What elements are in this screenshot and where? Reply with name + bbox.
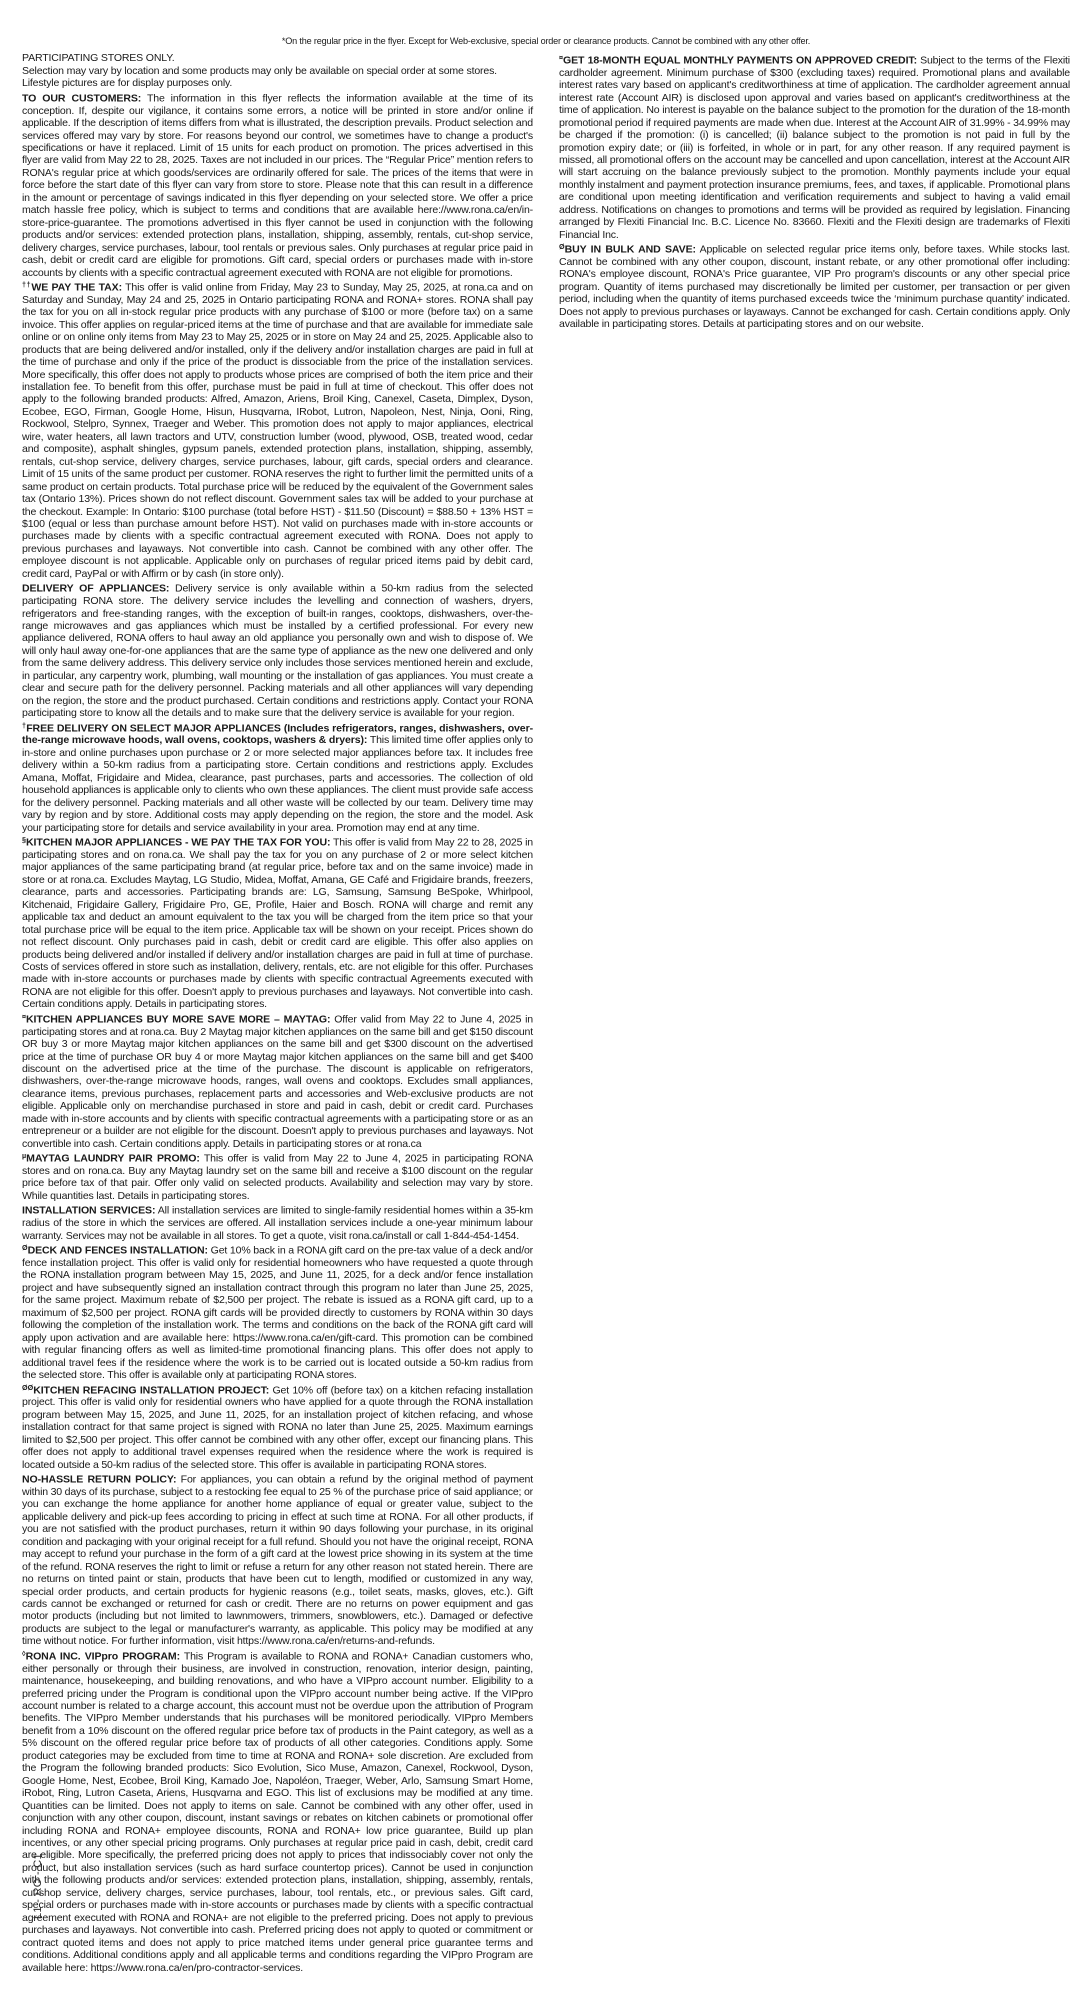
section-kitchen-refacing xyxy=(22,1382,533,1472)
section-heading: INSTALLATION SERVICES: xyxy=(22,1204,156,1217)
section-heading: TO OUR CUSTOMERS: xyxy=(22,92,142,105)
section-body: Subject to the terms of the Flexiti cardholder agreement. Minimum purchase of $300 (excluding taxes) required. Promotional plans and available interest rates vary based on applicant's creditworthiness at time of application. The cardholder agreement annual interest rate (Account AIR) is disclosed upon approval and varies based on applicant's creditworthiness at the time of application. No interest is payable on the balance subject to the promotion for the duration of the 18-month promotional period if required payments are made when due. Interest at the Account AIR of 31.99% - 34.99% may be charged if the promotion: (i) is cancelled; (ii) balance subject to the promotion is not paid in full by the promotion expiry date; or (iii) is forfeited, in whole or in part, for any other reason. If any required payment is missed, all promotional offers on the account may be cancelled and upon cancellation, interest at the Account AIR will start accruing on the balance previously subject to the promotion. Monthly payments include your equal monthly instalment and payment protection insurance premiums, fees, and taxes, if applicable. Promotional plans are conditional upon meeting identification and verification requirements and subject to having a valid email address. Notifications on changes to promotions and terms will be provided as required by legislation. Financing arranged by Flexiti Financial Inc. B.C. Licence No. 83660. Flexiti and the Flexiti design are trademarks of Flexiti Financial Inc. xyxy=(559,54,1070,241)
section-heading: FREE DELIVERY ON SELECT MAJOR APPLIANCES (Includes refrigerators, ranges, dishwashers, over-the-range microwave hoods, wall ovens, cooktops, washers & dryers): xyxy=(22,722,533,747)
section-heading: MAYTAG LAUNDRY PAIR PROMO: xyxy=(26,1152,200,1165)
section-body: This offer is valid from May 22 to June 4, 2025 in participating RONA stores and on rona.ca. Buy any Maytag laundry set on the same bill and receive a $100 discount on the regular price before tax of that pair. Offer only valid on selected products. Availability and selection may vary by store. While quantities last. Details in participating stores. xyxy=(22,1152,533,1202)
production-code: L1 - RO - C1 xyxy=(32,1853,44,1919)
section-to-our-customers xyxy=(22,90,533,279)
section-body: Get 10% back in a RONA gift card on the pre-tax value of a deck and/or fence installation project. This offer is valid only for residential homeowners who have requested a quote through the RONA installation program between May 15, 2025, and June 11, 2025, for a deck and/or fence installation project and have subsequently signed an installation contract through this program no later than June 25, 2025, for the same project. Maximum rebate of $2,500 per project. The rebate is issued as a RONA gift card, up to a maximum of $2,500 per project. RONA gift cards will be provided directly to customers by RONA within 30 days following the completion of the installation work. The terms and conditions on the back of the RONA gift card will apply upon activation and are available here: https://www.rona.ca/en/gift-card. This promotion can be combined with regular financing offers as well as limited-time promotional financing plans. This offer does not apply to additional travel fees if the residence where the work is to be carried out is located outside a 50-km radius from the selected store. This offer is available only at participating RONA stores. xyxy=(22,1244,533,1382)
footnote-marker: Ø xyxy=(22,1243,28,1253)
section-free-delivery xyxy=(22,720,533,834)
section-body: This offer is valid online from Friday, May 23 to Sunday, May 25, 2025, at rona.ca and on Saturday and Sunday, May 24 and 25, 2025 in Ontario participating RONA and RONA+ stores. RONA shall pay the tax for you on all in-stock regular price products with any purchase of $100 or more (before tax) on a same invoice. This offer applies on regular-priced items at the time of purchase and that are available for immediate sale online or on online only items from May 23 to May 25, 2025 or in store on May 24 and 25, 2025. Applicable also to products that are being delivered and/or installed, only if the delivery and/or installation charges are paid in full at the time of purchase and only if the price of the product is dissociable from the price of the installation services. More specifically, this offer does not apply to products whose prices are comprised of both the item price and their installation fee. To benefit from this offer, purchase must be paid in full at time of checkout. This offer does not apply to the following branded products: Alfred, Amazon, Ariens, Broil King, Canexel, Caseta, Dimplex, Dyson, Ecobee, EGO, Firman, Google Home, Hisun, Husqvarna, IRobot, Lutron, Napoleon, Nest, Ninja, Ooni, Ring, Rockwool, Stelpro, Synnex, Traeger and Weber. This promotion does not apply to major appliances, electrical wire, water heaters, all lawn tractors and UTV, construction lumber (wood, plywood, OSB, treated wood, cedar and composite), asphalt shingles, gypsum panels, extended protection plans, installation, shipping, assembly, rentals, cut-shop service, delivery charges, service purchases, labour, gift cards, special orders and clearance. Limit of 15 units of the same product per customer. RONA reserves the right to further limit the permitted units of a same product on certain products. Total purchase price will be reduced by the equivalent of the Government sales tax (Ontario 13%). Prices shown do not reflect discount. Government sales tax will be added to your purchase at the checkout. Example: In Ontario: $100 purchase (total before HST) - $11.50 (Discount) = $88.50 + 13% HST = $100 (equal or less than purchase amount before HST). Not valid on purchases made with in-store accounts or purchases made by clients with a specific contractual agreement executed with RONA. Does not apply to previous purchases and layaways. Not convertible into cash. Cannot be combined with any other offer. The employee discount is not applicable. Applicable only on purchases of regular priced items paid by debit card, credit card, PayPal or with Affirm or by cash (in store only). xyxy=(22,281,533,580)
section-heading: KITCHEN REFACING INSTALLATION PROJECT: xyxy=(33,1383,270,1396)
section-body: All installation services are limited to single-family residential homes within a 35-km radius of the store in which the services are offered. All installation services include a one-year minimum labour warranty. Services may not be available in all stores. To get a quote, visit rona.ca/install or call 1-844-454-1454. xyxy=(22,1204,533,1242)
section-buy-in-bulk xyxy=(559,241,1070,331)
section-heading: KITCHEN MAJOR APPLIANCES - WE PAY THE TAX FOR YOU: xyxy=(26,836,331,849)
footnote-marker: Ø xyxy=(559,242,565,252)
section-body: Get 10% off (before tax) on a kitchen refacing installation project. This offer is valid only for residential owners who have applied for a quote through the RONA installation program between May 15, 2025, and June 11, 2025, for an installation project of kitchen refacing, and whose installation contract for that same project is signed with RONA no later than June 25, 2025. Maximum earnings limited to $2,500 per project. This offer cannot be combined with any other offer, except our financing plans. This offer does not apply to additional travel expenses required when the residence where the work is required is located outside a 50-km radius of the selected store. This offer is available in participating RONA stores. xyxy=(22,1383,533,1471)
footnote-marker: § xyxy=(22,835,26,845)
footnote-marker: ¤ xyxy=(559,53,563,62)
section-body: This offer is valid from May 22 to 28, 2025 in participating stores and on rona.ca. We shall pay the tax for you on any purchase of 2 or more select kitchen major appliances of the same participating brand (at regular price, before tax and on the same invoice) made in store or at rona.ca. Excludes Maytag, LG Studio, Midea, Moffat, Amana, GE Café and Frigidaire brands, freezers, clearance, parts and accessories. Participating brands are: LG, Samsung, Samsung BeSpoke, Whirlpool, Kitchenaid, Frigidaire Gallery, Frigidaire Pro, GE, Profile, Haier and Bosch. RONA will charge and remit any applicable tax and deduct an amount equivalent to the tax you will be charged from the item price so that your total purchase price will be equal to the item price. Applicable tax will be shown on your receipt. Prices shown do not reflect discount. Only purchases paid in cash, debit or credit card are eligible. This offer also applies on products being delivered and/or installed if delivery and/or installation charges are paid in full at time of purchase. Costs of services offered in store such as installation, delivery, rentals, etc. are not eligible for this offer. Purchases made with in-store accounts or purchases made by clients with specific contractual Agreements executed with RONA are not eligible for this offer. Doesn't apply to previous purchases and layaways. Not convertible into cash. Certain conditions apply. Details in participating stores. xyxy=(22,836,533,1011)
participating-stores-line: PARTICIPATING STORES ONLY. xyxy=(22,52,175,64)
section-heading: RONA INC. VIPpro PROGRAM: xyxy=(25,1650,180,1663)
section-body: This Program is available to RONA and RONA+ Canadian customers who, either personally or through their business, are involved in construction, renovation, interior design, painting, maintenance, housekeeping, and building renovations, and who have a VIPpro account number. Eligibility to a preferred pricing under the Program is conditional upon the VIPpro account number being active. If the VIPpro account number is related to a charge account, this account must not be overdue upon the attribution of Program benefits. The VIPpro Member understands that his purchases will be monitored periodically. VIPpro Members benefit from a 10% discount on the offered regular price before tax of products in the Paint category, as well as a 5% discount on the offered regular price before tax of products of all other categories. Conditions apply. Some product categories may be excluded from time to time at RONA and RONA+ sole discretion. Are excluded from the Program the following branded products: Sico Evolution, Sico Muse, Amazon, Canexel, Rockwool, Dyson, Google Home, Nest, Ecobee, Broil King, Kamado Joe, Napoléon, Traeger, Weber, Arlo, Samsung Smart Home, iRobot, Ring, Lutron Caseta, Ariens, Husqvarna and EGO. This list of exclusions may be modified at any time. Quantities can be limited. Does not apply to items on sale. Cannot be combined with any other offer, used in conjunction with any other coupon, discount, instant savings or rebates on kitchen cabinets or promotional offer including RONA and RONA+ employee discounts, RONA and RONA+ low price guarantee, Build up plan incentives, or any other special pricing programs. Only purchases at regular price paid in cash, debit, credit card are eligible. More specifically, the preferred pricing does not apply to prices that indissociably cover not only the product, but also installation services (such as hard surface countertop prices). Cannot be used in conjunction with the following products and/or services: extended protection plans, installation, shipping, assembly, rentals, cut-shop service, delivery charges, service purchases, labour, tool rentals, etc., or previous sales. Gift card, special orders or purchases made with in-store accounts or purchases made by clients with a specific contractual agreement executed with RONA and RONA+ are not eligible to the preferred pricing. Does not apply to previous purchases and layaways. Not convertible into cash. Preferred pricing does not apply to quoted or commitment or contract quoted items and does not apply to price matched items under general price guarantee terms and conditions. Additional conditions apply and all applicable terms and conditions regarding the VIPpro Program are available here: https://www.rona.ca/en/pro-contractor-services. xyxy=(22,1650,533,1974)
section-buy-more-save-more xyxy=(22,1011,533,1150)
section-deck-and-fences xyxy=(22,1242,533,1381)
selection-varies-line: Selection may vary by location and some products may only be available on special order at some stores. Lifestyle pictures are for display purposes only. xyxy=(22,64,497,90)
section-body: This limited time offer applies only to in-store and online purchases upon purchase or 2 or more selected major appliances before tax. It includes free delivery within a 50-km radius from a participating store. Certain conditions and restrictions apply. Excludes Amana, Moffat, Frigidaire and Midea, clearance, past purchases, parts and accessories. The collection of old household appliances is applicable only to clients who own these appliances. The client must provide safe access for the delivery personnel. Packing materials and all other waste will be collected by our team. Delivery time may vary by region and by store. Additional costs may apply depending on the region, the store and the model. Ask your participating store for details and service availability in your area. Promotion may end at any time. xyxy=(22,734,533,834)
section-heading: KITCHEN APPLIANCES BUY MORE SAVE MORE – MAYTAG: xyxy=(26,1013,331,1026)
section-no-hassle-return xyxy=(22,1471,533,1648)
section-heading: DELIVERY OF APPLIANCES: xyxy=(22,582,170,595)
section-heading: BUY IN BULK AND SAVE: xyxy=(564,243,696,256)
section-body: Delivery service is only available within a 50-km radius from the selected participating RONA store. The delivery service includes the levelling and connection of washers, dryers, refrigerators and free-standing ranges, with the exception of built-in ranges, cooktops, dishwashers, over-the-range microwaves and gas appliances which must be installed by a certified professional. For every new appliance delivered, RONA offers to haul away an old appliance you personally own and wish to dispose of. We will only haul away one-for-one appliances that are the same type of appliance as the new one delivered and only from the same delivery address. This delivery service only includes those services mentioned herein and exclude, in particular, any carpentry work, plumbing, wall mounting or the installation of gas appliances. You must create a clear and secure path for the delivery personnel. Packing materials and all other appliances will vary depending on the region, the store and the product purchased. Certain conditions and restrictions apply. Contact your RONA participating store to know all the details and to make sure that the delivery service is available for your region. xyxy=(22,582,533,720)
section-delivery-of-appliances xyxy=(22,580,533,719)
footnote-marker: †† xyxy=(22,279,32,289)
section-body: Applicable on selected regular price items only, before taxes. While stocks last. Cannot be combined with any other coupon, discount, instant rebate, or any other promotional offer including: RONA's employee discount, RONA's Price guarantee, VIP Pro program's discounts or any other special price program. Quantity of items purchased may discretionally be limited per customer, per transaction or per given period, including when the quantity of items purchased exceeds twice the ‘minimum purchase quantity’ indicated. Does not apply to previous purchases or layaways. Cannot be exchanged for cash. Certain conditions apply. Only available in participating stores. Details at participating stores and on our website. xyxy=(559,243,1071,331)
footnote-marker: ¤ xyxy=(22,1011,26,1021)
footnote-marker: ØØ xyxy=(22,1382,34,1392)
section-body: Offer valid from May 22 to June 4, 2025 in participating stores and at rona.ca. Buy 2 Maytag major kitchen appliances on the same bill and get $150 discount OR buy 3 or more Maytag major kitchen appliances on the same bill and get $300 discount on the advertised price at the time of purchase OR buy 4 or more Maytag major kitchen appliances on the same bill and get $400 discount on the advertised price at the time of the purchase. The discount is applicable on refrigerators, dishwashers, over-the-range microwave hoods, ranges, wall ovens and cooktops. Excludes small appliances, clearance items, previous purchases, replacement parts and accessories and Web-exclusive products are not eligible. Applicable only on merchandise purchased in store and paid in cash, debit or credit card. Purchases made with in-store accounts and by clients with specific contractual agreements with a participating store or as an entrepreneur or a builder are not eligible for the discount. Doesn't apply to previous purchases and layaways. Not convertible into cash. Certain conditions apply. Details in participating stores or at rona.ca xyxy=(22,1013,533,1150)
section-body: For appliances, you can obtain a refund by the original method of payment within 30 days of its purchase, subject to a restocking fee equal to 25 % of the purchase price of said appliance; or you can exchange the home appliance for another home appliance of equal or greater value, subject to the applicable delivery and pick-up fees according to pricing in effect at such time at RONA. For all other products, if you are not satisfied with the product purchases, return it within 90 days following your purchase, in its original condition and packaging with your original receipt for a full refund. Should you not have the original receipt, RONA may accept to refund your purchase in the form of a gift card at the lowest price showing in its system at the time of the refund. RONA reserves the right to limit or refuse a return for any other reason not stated herein. There are no returns on tinted paint or stain, products that have been cut to length, modified or customized in any way, special order products, and certain products for hygienic reasons (e.g., toilet seats, masks, gloves, etc.). Gift cards cannot be exchanged or returned for cash or credit. There are no returns on power equipment and gas motor products (including but not limited to lawnmowers, trimmers, snowblowers, etc.). Damaged or defective products are subject to the legal or manufacturer's warranty, as applicable. This policy may be modified at any time without notice. For further information, visit https://www.rona.ca/en/returns-and-refunds. xyxy=(22,1473,534,1648)
section-we-pay-the-tax xyxy=(22,279,533,580)
section-installation-services xyxy=(22,1202,533,1242)
footnote-marker: ◊ xyxy=(22,1648,26,1658)
section-heading: NO-HASSLE RETURN POLICY: xyxy=(22,1473,177,1486)
section-equal-monthly-payments xyxy=(559,52,1070,241)
terms-columns xyxy=(22,52,1070,1977)
section-kitchen-major-appliances xyxy=(22,834,533,1011)
section-heading: WE PAY THE TAX: xyxy=(31,281,122,294)
section-heading: GET 18-MONTH EQUAL MONTHLY PAYMENTS ON APPROVED CREDIT: xyxy=(563,54,917,67)
section-heading: DECK AND FENCES INSTALLATION: xyxy=(27,1244,208,1257)
footnote-marker: † xyxy=(22,720,27,730)
section-vippro-program xyxy=(22,1648,533,1974)
asterisk-disclaimer: *On the regular price in the flyer. Except for Web-exclusive, special order or clearance products. Cannot be combined with any other offer. xyxy=(281,36,811,46)
footnote-marker: µ xyxy=(22,1151,27,1161)
section-body: The information in this flyer reflects the information available at the time of its conception. If, despite our vigilance, it contains some errors, a notice will be printed in store and/or online if applicable. If the description of items differs from what is illustrated, the description prevails. Product selection and services offered may vary by store. For reasons beyond our control, we sometimes have to change a product's specifications or have it replaced. Limit of 15 units for each product on promotion. The prices advertised in this flyer are valid from May 22 to 28, 2025. Taxes are not included in our prices. The “Regular Price” mention refers to RONA's regular price at which goods/services are ordinarily offered for sale. The prices of the items that were in force before the start date of this flyer can vary from store to store. Please note that this can result in a difference in the amount or percentage of savings indicated in this flyer depending on your selected store. We offer a price match hassle free policy, which is subject to terms and conditions that are available here://www.rona.ca/en/in-store-price-guarantee. The promotions advertised in this flyer cannot be used in conjunction with the following products and/or services: extended protection plans, installation, shipping, assembly, rentals, cut-shop service, delivery charges, service purchases, labour, tool rentals or previous sales. Only purchases at regular price paid in cash, debit or credit card are eligible for promotions. Gift card, special orders or purchases made with in-store accounts by clients with a specific contractual agreement executed with RONA are not eligible for promotions. xyxy=(22,92,534,279)
section-maytag-laundry-pair xyxy=(22,1150,533,1202)
